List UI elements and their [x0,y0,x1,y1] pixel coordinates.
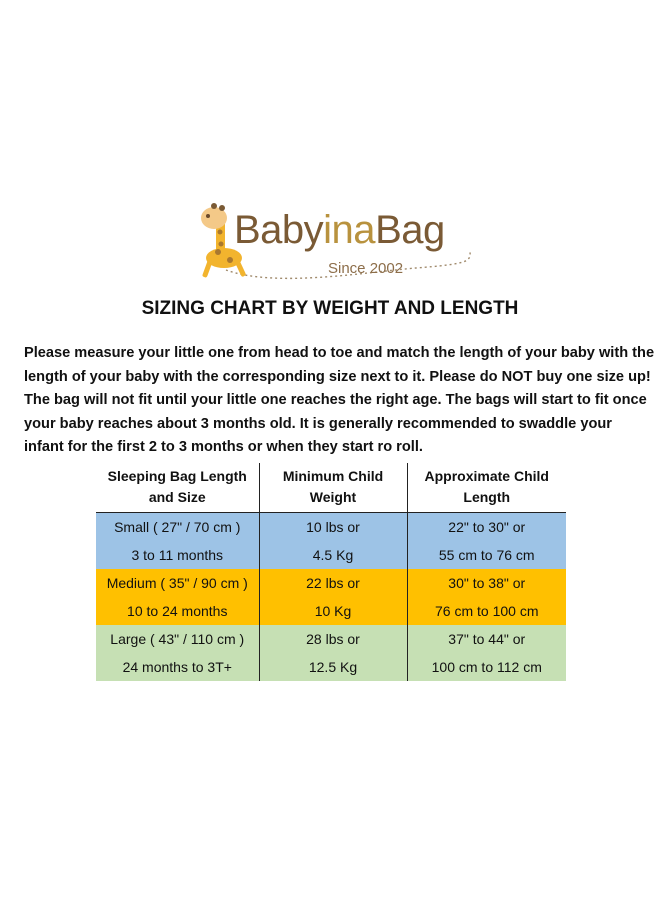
table-cell: 24 months to 3T+ [96,653,259,681]
table-row-small [96,541,566,569]
brand-middle: ina [323,208,376,252]
table-cell: Small ( 27" / 70 cm ) [96,513,259,542]
table-cell: 30" to 38" or [407,569,566,597]
brand-name [234,208,445,253]
intro-line: Please measure your little one from head to toe and match the length of your baby with the [24,345,655,361]
table-cell: 4.5 Kg [259,541,407,569]
table-header-row [96,463,566,513]
table-row-large [96,653,566,681]
brand-suffix: Bag [375,208,445,252]
table-cell: 3 to 11 months [96,541,259,569]
intro-line: infant for the first 2 to 3 months or when they start ro roll. [24,439,423,455]
header-line: Sleeping Bag Length [107,468,247,484]
intro-line: length of your baby with the corresponding size next to it. Please do NOT buy one size up! [24,368,651,385]
table-row-large [96,625,566,653]
table-cell: 12.5 Kg [259,653,407,681]
intro-line: The bag will not fit until your little one reaches the right age. The bags will start to fit once [24,392,647,408]
header-line: and Size [148,489,206,505]
header-weight [259,463,407,513]
table-row-medium [96,597,566,625]
table-cell: 10 to 24 months [96,597,259,625]
table-cell: 100 cm to 112 cm [407,653,566,681]
header-length [407,463,566,513]
brand-tagline: Since 2002 [328,260,404,277]
header-line: Length [463,489,511,505]
table-cell: 55 cm to 76 cm [407,541,566,569]
header-line: Weight [309,489,357,505]
table-row-medium [96,569,566,597]
intro-paragraph [24,342,660,460]
page-title: SIZING CHART BY WEIGHT AND LENGTH [141,298,519,319]
table-cell: 22 lbs or [259,569,407,597]
brand-logo [186,200,476,286]
header-line: Minimum Child [282,468,384,484]
table-cell: Medium ( 35" / 90 cm ) [96,569,259,597]
table-cell: 22" to 30" or [407,513,566,542]
table-cell: 37" to 44" or [407,625,566,653]
intro-line: your baby reaches about 3 months old. It is generally recommended to swaddle your [24,415,612,432]
header-line: Approximate Child [424,468,549,484]
table-cell: Large ( 43" / 110 cm ) [96,625,259,653]
table-cell: 10 lbs or [259,513,407,542]
table-cell: 28 lbs or [259,625,407,653]
header-size [96,463,259,513]
table-cell: 76 cm to 100 cm [407,597,566,625]
brand-prefix: Baby [234,208,324,252]
table-row-small [96,513,566,542]
sizing-table [96,463,566,681]
table-cell: 10 Kg [259,597,407,625]
